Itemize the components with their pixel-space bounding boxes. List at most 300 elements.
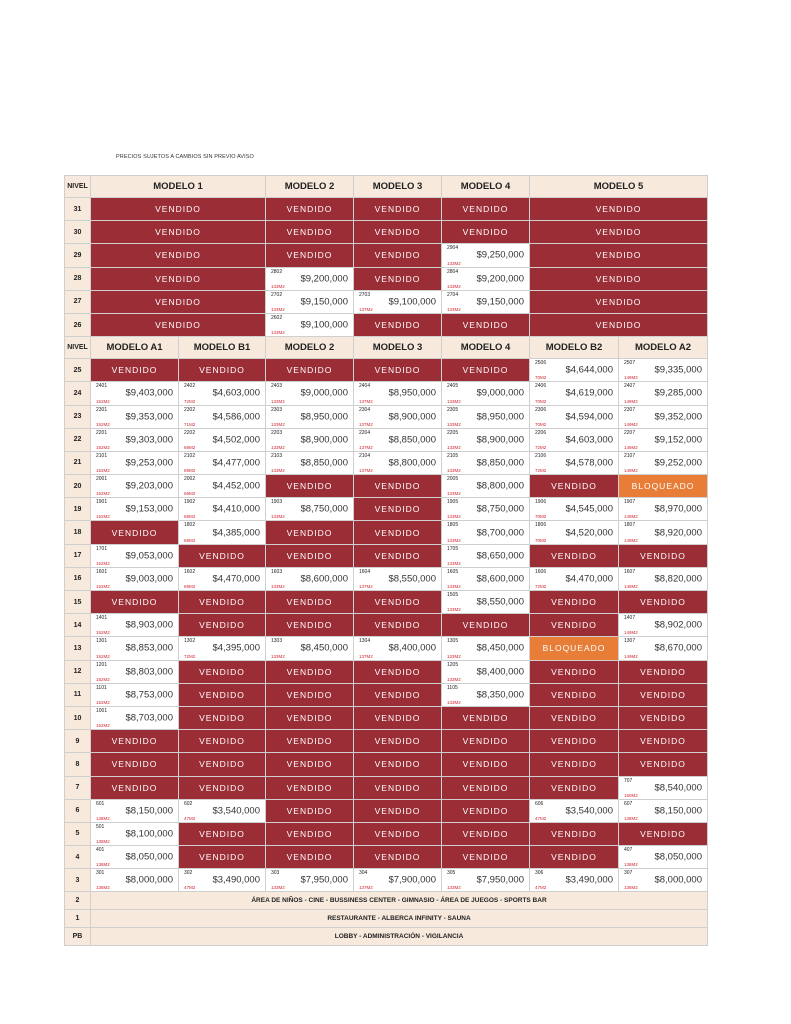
unit-status-sold: VENDIDO <box>266 198 354 221</box>
unit-status-sold: VENDIDO <box>91 591 179 614</box>
model-header: MODELO B1 <box>179 337 266 359</box>
floor-row <box>65 451 708 474</box>
unit-price: $8,150,000 <box>654 805 702 817</box>
unit-price: $8,700,000 <box>476 527 524 539</box>
unit-available[interactable] <box>91 567 179 590</box>
unit-number: 1802 <box>184 522 196 529</box>
unit-available[interactable] <box>442 683 530 706</box>
unit-area: 70M2 <box>535 398 547 404</box>
floor-row <box>65 799 708 822</box>
unit-status-sold: VENDIDO <box>354 544 442 567</box>
unit-available[interactable] <box>179 498 266 521</box>
unit-price: $4,385,000 <box>212 527 260 539</box>
floor-row <box>65 567 708 590</box>
unit-area: 133M2 <box>447 560 461 566</box>
unit-price: $8,950,000 <box>300 411 348 423</box>
unit-available[interactable] <box>179 521 266 544</box>
unit-price: $8,450,000 <box>476 642 524 654</box>
unit-available[interactable] <box>354 428 442 451</box>
unit-price: $8,850,000 <box>476 457 524 469</box>
unit-available[interactable] <box>442 290 530 313</box>
unit-status-sold: VENDIDO <box>91 244 266 267</box>
unit-available[interactable] <box>530 521 619 544</box>
unit-available[interactable] <box>354 637 442 660</box>
floor-level: 27 <box>65 290 91 313</box>
disclaimer-text: PRECIOS SUJETOS A CAMBIOS SIN PREVIO AVISO <box>116 154 254 160</box>
unit-area: 149M2 <box>624 444 638 450</box>
unit-status-sold: VENDIDO <box>354 498 442 521</box>
unit-number: 2201 <box>96 429 108 436</box>
unit-available[interactable] <box>179 475 266 498</box>
unit-available[interactable] <box>530 498 619 521</box>
unit-available[interactable] <box>266 382 354 405</box>
unit-available[interactable] <box>91 660 179 683</box>
unit-price: $8,600,000 <box>300 573 348 585</box>
floor-level: 9 <box>65 730 91 753</box>
unit-number: 407 <box>624 847 633 854</box>
unit-area: 133M2 <box>271 421 285 427</box>
floor-level: 21 <box>65 451 91 474</box>
model-header: MODELO 4 <box>442 176 530 198</box>
unit-price: $8,670,000 <box>654 642 702 654</box>
unit-status-sold: VENDIDO <box>354 475 442 498</box>
floor-row <box>65 359 708 382</box>
unit-price: $8,900,000 <box>300 434 348 446</box>
unit-number: 2303 <box>271 406 283 413</box>
unit-status-sold: VENDIDO <box>530 776 619 799</box>
unit-area: 149M2 <box>624 398 638 404</box>
unit-available[interactable] <box>91 846 179 869</box>
unit-available[interactable] <box>442 267 530 290</box>
unit-number: 1302 <box>184 638 196 645</box>
unit-price: $8,800,000 <box>388 457 436 469</box>
unit-price: $8,900,000 <box>388 411 436 423</box>
unit-available[interactable] <box>442 428 530 451</box>
unit-number: 2104 <box>359 452 371 459</box>
unit-area: 137M2 <box>359 885 373 891</box>
unit-status-sold: VENDIDO <box>530 683 619 706</box>
unit-available[interactable] <box>266 267 354 290</box>
unit-number: 1806 <box>535 522 547 529</box>
unit-area: 138M2 <box>96 815 110 821</box>
unit-price: $7,900,000 <box>388 874 436 886</box>
unit-number: 2207 <box>624 429 636 436</box>
floor-level: 5 <box>65 822 91 845</box>
unit-number: 2301 <box>96 406 108 413</box>
unit-available[interactable] <box>530 869 619 892</box>
unit-price: $4,502,000 <box>212 434 260 446</box>
amenity-row <box>65 892 708 910</box>
unit-area: 72M2 <box>535 468 547 474</box>
unit-available[interactable] <box>91 822 179 845</box>
unit-available[interactable] <box>91 428 179 451</box>
unit-area: 152M2 <box>96 444 110 450</box>
unit-price: $9,150,000 <box>476 296 524 308</box>
unit-area: 149M2 <box>624 653 638 659</box>
unit-status-sold: VENDIDO <box>266 475 354 498</box>
unit-area: 133M2 <box>447 421 461 427</box>
unit-price: $8,900,000 <box>476 434 524 446</box>
unit-number: 2703 <box>359 291 371 298</box>
unit-available[interactable] <box>442 498 530 521</box>
unit-number: 2002 <box>184 476 196 483</box>
unit-status-sold: VENDIDO <box>354 660 442 683</box>
unit-price: $8,920,000 <box>654 527 702 539</box>
floor-level: 13 <box>65 637 91 660</box>
unit-available[interactable] <box>266 405 354 428</box>
unit-available[interactable] <box>530 359 619 382</box>
unit-available[interactable] <box>91 382 179 405</box>
unit-status-sold: VENDIDO <box>354 776 442 799</box>
unit-status-sold: VENDIDO <box>354 521 442 544</box>
unit-status-sold: VENDIDO <box>179 822 266 845</box>
amenity-description: LOBBY - ADMINISTRACIÓN - VIGILANCIA <box>91 928 708 946</box>
unit-available[interactable] <box>266 637 354 660</box>
unit-status-sold: VENDIDO <box>266 776 354 799</box>
unit-number: 1307 <box>624 638 636 645</box>
unit-area: 152M2 <box>96 514 110 520</box>
unit-number: 2102 <box>184 452 196 459</box>
unit-status-sold: VENDIDO <box>530 244 708 267</box>
unit-available[interactable] <box>442 544 530 567</box>
unit-available[interactable] <box>91 451 179 474</box>
header-row <box>65 176 708 198</box>
unit-area: 152M2 <box>96 398 110 404</box>
floor-level: 16 <box>65 567 91 590</box>
amenity-row <box>65 928 708 946</box>
unit-status-sold: VENDIDO <box>442 198 530 221</box>
unit-area: 152M2 <box>96 653 110 659</box>
unit-number: 602 <box>184 800 193 807</box>
unit-price: $8,600,000 <box>476 573 524 585</box>
floor-row <box>65 244 708 267</box>
unit-price: $9,335,000 <box>654 364 702 376</box>
unit-status-sold: VENDIDO <box>266 591 354 614</box>
unit-area: 138M2 <box>96 862 110 868</box>
unit-available[interactable] <box>619 405 708 428</box>
unit-available[interactable] <box>179 869 266 892</box>
unit-area: 133M2 <box>447 653 461 659</box>
unit-available[interactable] <box>619 567 708 590</box>
unit-status-sold: VENDIDO <box>619 706 708 729</box>
unit-available[interactable] <box>442 869 530 892</box>
floor-level: 23 <box>65 405 91 428</box>
unit-price: $8,350,000 <box>476 689 524 701</box>
unit-available[interactable] <box>266 567 354 590</box>
unit-area: 69M2 <box>184 468 196 474</box>
unit-available[interactable] <box>619 498 708 521</box>
unit-available[interactable] <box>179 799 266 822</box>
unit-status-sold: VENDIDO <box>266 521 354 544</box>
unit-price: $8,902,000 <box>654 619 702 631</box>
unit-status-sold: VENDIDO <box>354 244 442 267</box>
unit-available[interactable] <box>530 799 619 822</box>
unit-available[interactable] <box>266 290 354 313</box>
unit-status-sold: VENDIDO <box>266 753 354 776</box>
floor-row <box>65 382 708 405</box>
floor-level: 26 <box>65 313 91 336</box>
unit-number: 2205 <box>447 429 459 436</box>
floor-level: 8 <box>65 753 91 776</box>
unit-area: 69M2 <box>184 491 196 497</box>
floor-row <box>65 198 708 221</box>
unit-available[interactable] <box>354 869 442 892</box>
unit-area: 150M2 <box>624 792 638 798</box>
unit-available[interactable] <box>442 660 530 683</box>
unit-status-sold: VENDIDO <box>91 753 179 776</box>
unit-number: 1805 <box>447 522 459 529</box>
unit-number: 1601 <box>96 568 108 575</box>
unit-status-sold: VENDIDO <box>354 799 442 822</box>
unit-area: 149M2 <box>624 375 638 381</box>
unit-available[interactable] <box>354 567 442 590</box>
unit-available[interactable] <box>266 428 354 451</box>
unit-available[interactable] <box>266 869 354 892</box>
unit-area: 47M2 <box>535 815 547 821</box>
unit-number: 1903 <box>271 499 283 506</box>
unit-available[interactable] <box>442 405 530 428</box>
unit-area: 72M2 <box>184 398 196 404</box>
unit-price: $8,400,000 <box>476 666 524 678</box>
unit-available[interactable] <box>354 405 442 428</box>
unit-available[interactable] <box>179 382 266 405</box>
unit-number: 1201 <box>96 661 108 668</box>
amenity-description: RESTAURANTE - ALBERCA INFINITY - SAUNA <box>91 910 708 928</box>
floor-row <box>65 591 708 614</box>
unit-number: 2105 <box>447 452 459 459</box>
unit-available[interactable] <box>619 637 708 660</box>
unit-area: 133M2 <box>447 676 461 682</box>
unit-status-sold: VENDIDO <box>266 244 354 267</box>
unit-available[interactable] <box>530 428 619 451</box>
floor-level: 31 <box>65 198 91 221</box>
unit-available[interactable] <box>354 290 442 313</box>
model-header: MODELO 2 <box>266 337 354 359</box>
unit-available[interactable] <box>442 475 530 498</box>
unit-status-sold: VENDIDO <box>179 706 266 729</box>
unit-available[interactable] <box>354 382 442 405</box>
unit-status-sold: VENDIDO <box>266 846 354 869</box>
unit-number: 1606 <box>535 568 547 575</box>
unit-number: 305 <box>447 870 456 877</box>
unit-area: 72M2 <box>535 444 547 450</box>
unit-available[interactable] <box>530 451 619 474</box>
unit-price: $8,853,000 <box>125 642 173 654</box>
unit-area: 152M2 <box>96 468 110 474</box>
unit-available[interactable] <box>91 706 179 729</box>
unit-status-sold: VENDIDO <box>619 683 708 706</box>
unit-area: 133M2 <box>447 584 461 589</box>
unit-area: 72M2 <box>184 653 196 659</box>
unit-status-sold: VENDIDO <box>266 614 354 637</box>
floor-level: 10 <box>65 706 91 729</box>
unit-number: 1905 <box>447 499 459 506</box>
unit-area: 133M2 <box>271 283 285 289</box>
unit-available[interactable] <box>442 567 530 590</box>
unit-available[interactable] <box>179 567 266 590</box>
floor-level: 12 <box>65 660 91 683</box>
unit-available[interactable] <box>619 359 708 382</box>
unit-area: 47M2 <box>184 885 196 891</box>
floor-row <box>65 660 708 683</box>
unit-number: 601 <box>96 800 105 807</box>
unit-status-sold: VENDIDO <box>91 267 266 290</box>
unit-available[interactable] <box>91 869 179 892</box>
unit-area: 137M2 <box>359 306 373 312</box>
unit-available[interactable] <box>442 244 530 267</box>
floor-row <box>65 869 708 892</box>
unit-available[interactable] <box>91 498 179 521</box>
unit-available[interactable] <box>619 428 708 451</box>
unit-price: $9,000,000 <box>300 387 348 399</box>
unit-number: 1101 <box>96 684 107 691</box>
unit-status-sold: VENDIDO <box>530 475 619 498</box>
unit-available[interactable] <box>530 382 619 405</box>
unit-available[interactable] <box>266 498 354 521</box>
unit-number: 306 <box>535 870 544 877</box>
unit-price: $4,545,000 <box>565 503 613 515</box>
unit-price: $9,003,000 <box>125 573 173 585</box>
unit-available[interactable] <box>619 614 708 637</box>
floor-row <box>65 475 708 498</box>
unit-available[interactable] <box>619 521 708 544</box>
unit-area: 137M2 <box>359 584 373 589</box>
unit-status-sold: VENDIDO <box>354 359 442 382</box>
unit-available[interactable] <box>91 683 179 706</box>
unit-area: 149M2 <box>624 630 638 636</box>
unit-available[interactable] <box>91 637 179 660</box>
unit-status-sold: VENDIDO <box>91 198 266 221</box>
unit-price: $3,490,000 <box>212 874 260 886</box>
unit-status-sold: VENDIDO <box>442 614 530 637</box>
unit-status-sold: VENDIDO <box>619 753 708 776</box>
unit-number: 707 <box>624 777 633 784</box>
unit-available[interactable] <box>179 405 266 428</box>
unit-number: 1807 <box>624 522 636 529</box>
unit-available[interactable] <box>442 382 530 405</box>
unit-available[interactable] <box>442 637 530 660</box>
floor-row <box>65 221 708 244</box>
unit-price: $8,803,000 <box>125 666 173 678</box>
unit-price: $9,253,000 <box>125 457 173 469</box>
unit-status-sold: VENDIDO <box>354 706 442 729</box>
model-header: MODELO 4 <box>442 337 530 359</box>
unit-number: 301 <box>96 870 105 877</box>
floor-level: 20 <box>65 475 91 498</box>
unit-number: 607 <box>624 800 633 807</box>
unit-number: 2402 <box>184 383 196 390</box>
unit-available[interactable] <box>91 544 179 567</box>
unit-available[interactable] <box>619 799 708 822</box>
unit-status-sold: VENDIDO <box>266 706 354 729</box>
unit-available[interactable] <box>91 405 179 428</box>
unit-available[interactable] <box>179 428 266 451</box>
unit-area: 152M2 <box>96 723 110 729</box>
floor-level: 4 <box>65 846 91 869</box>
unit-area: 70M2 <box>535 514 547 520</box>
floor-level: 24 <box>65 382 91 405</box>
floor-row <box>65 267 708 290</box>
unit-available[interactable] <box>91 614 179 637</box>
unit-status-sold: VENDIDO <box>266 544 354 567</box>
unit-number: 401 <box>96 847 105 854</box>
unit-status-sold: VENDIDO <box>442 730 530 753</box>
unit-status-sold: VENDIDO <box>442 799 530 822</box>
unit-price: $9,403,000 <box>125 387 173 399</box>
unit-available[interactable] <box>442 521 530 544</box>
unit-status-sold: VENDIDO <box>179 544 266 567</box>
unit-available[interactable] <box>619 776 708 799</box>
unit-available[interactable] <box>530 405 619 428</box>
unit-status-sold: VENDIDO <box>354 591 442 614</box>
unit-price: $8,050,000 <box>654 851 702 863</box>
unit-price: $4,619,000 <box>565 387 613 399</box>
unit-available[interactable] <box>91 475 179 498</box>
unit-price: $9,100,000 <box>388 296 436 308</box>
unit-available[interactable] <box>91 799 179 822</box>
unit-status-sold: VENDIDO <box>91 313 266 336</box>
unit-available[interactable] <box>619 451 708 474</box>
unit-status-sold: VENDIDO <box>179 683 266 706</box>
unit-number: 1902 <box>184 499 196 506</box>
unit-price: $4,586,000 <box>212 411 260 423</box>
unit-price: $8,903,000 <box>125 619 173 631</box>
unit-status-sold: VENDIDO <box>442 776 530 799</box>
floor-row <box>65 706 708 729</box>
unit-area: 149M2 <box>624 537 638 543</box>
unit-price: $8,550,000 <box>476 596 524 608</box>
unit-available[interactable] <box>619 869 708 892</box>
unit-available[interactable] <box>179 637 266 660</box>
unit-number: 2704 <box>447 291 459 298</box>
unit-status-sold: VENDIDO <box>619 544 708 567</box>
model-header: MODELO 3 <box>354 337 442 359</box>
unit-area: 133M2 <box>447 283 461 289</box>
unit-status-blocked: BLOQUEADO <box>530 637 619 660</box>
unit-area: 149M2 <box>624 584 638 589</box>
unit-number: 1906 <box>535 499 547 506</box>
unit-available[interactable] <box>354 451 442 474</box>
unit-status-blocked: BLOQUEADO <box>619 475 708 498</box>
unit-status-sold: VENDIDO <box>266 660 354 683</box>
model-header: MODELO 1 <box>91 176 266 198</box>
unit-available[interactable] <box>530 567 619 590</box>
floor-row <box>65 498 708 521</box>
unit-area: 152M2 <box>96 491 110 497</box>
floor-level: 25 <box>65 359 91 382</box>
unit-price: $4,520,000 <box>565 527 613 539</box>
unit-area: 69M2 <box>184 584 196 589</box>
unit-available[interactable] <box>442 451 530 474</box>
unit-available[interactable] <box>442 591 530 614</box>
unit-price: $4,470,000 <box>212 573 260 585</box>
unit-area: 152M2 <box>96 630 110 636</box>
unit-available[interactable] <box>619 382 708 405</box>
unit-area: 133M2 <box>271 330 285 336</box>
unit-number: 2404 <box>359 383 371 390</box>
floor-level: 6 <box>65 799 91 822</box>
unit-status-sold: VENDIDO <box>354 753 442 776</box>
unit-available[interactable] <box>179 451 266 474</box>
unit-available[interactable] <box>266 451 354 474</box>
unit-number: 307 <box>624 870 633 877</box>
unit-available[interactable] <box>619 846 708 869</box>
unit-available[interactable] <box>266 313 354 336</box>
floor-level: 18 <box>65 521 91 544</box>
floor-level: 1 <box>65 910 91 928</box>
floor-row <box>65 544 708 567</box>
unit-number: 2106 <box>535 452 547 459</box>
